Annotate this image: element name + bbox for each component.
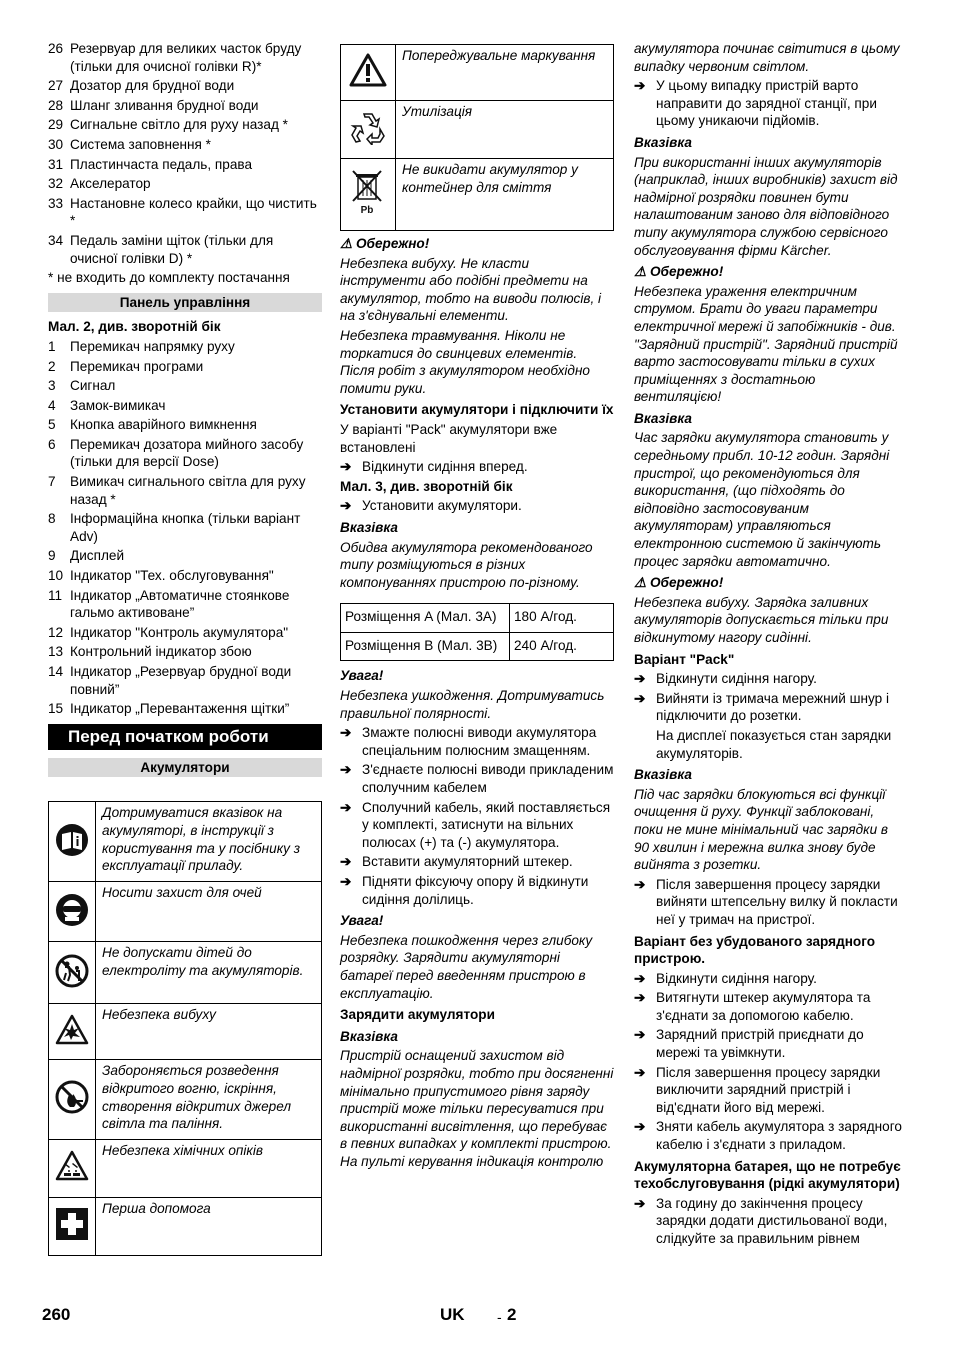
arrow-icon: ➔: [340, 854, 352, 870]
item-number: 11: [48, 587, 63, 603]
list-item: [48, 338, 322, 356]
step-text: Зарядний пристрій приєднати до мережі та увімкнути.: [656, 1027, 864, 1061]
symbol-text: Не викидати акумулятор у контейнер для сміття: [396, 159, 614, 231]
symbol-row: [341, 159, 614, 231]
list-item: [48, 175, 322, 193]
list-item: [48, 40, 322, 75]
step-text: Відкинути сидіння нагору.: [656, 671, 817, 687]
item-text: Індикатор "Тех. обслуговування": [70, 568, 274, 584]
table-row: [341, 632, 614, 661]
symbol-text: Дотримуватися вказівок на акумуляторі, в інструкції з користування та у посібнику з експлуатації приладу.: [96, 802, 322, 882]
no-charger-steps: [634, 970, 906, 1154]
item-text: Вимикач сигнального світла для руху назад *: [70, 474, 306, 507]
step-text: Підняти фіксуючу опору й відкинути сидіння долілиць.: [362, 874, 589, 907]
instruction-step: ➔ За годину до закінчення процесу зарядки додати дистильованої води, слідкуйте за правильним рівнем: [634, 1195, 888, 1246]
footnote: * не входить до комплекту постачання: [48, 270, 290, 286]
list-item: [48, 232, 322, 267]
control-panel-list: [48, 338, 322, 718]
list-item: [48, 136, 322, 154]
item-text: Дисплей: [70, 548, 125, 564]
item-text: Індикатор „Автоматичне стоянкове гальмо активоване”: [70, 587, 290, 621]
item-text: Контрольний індикатор збою: [70, 644, 252, 660]
instruction-step: [634, 989, 906, 1024]
symbol-row: [341, 45, 614, 101]
item-number: 4: [48, 397, 56, 413]
symbol-text: Не допускати дітей до електроліту та акумуляторів.: [96, 942, 322, 1004]
item-text: Перемикач напрямку руху: [70, 338, 235, 354]
list-item: [48, 377, 322, 395]
symbol-row: [49, 1139, 322, 1197]
no-charger-heading: Варіант без убудованого зарядного пристрою.: [634, 933, 876, 967]
panel-figure-ref: Мал. 2, див. зворотній бік: [48, 319, 221, 335]
table-cell: Розміщення A (Мал. 3A): [341, 604, 510, 633]
warning-text: Небезпека ураження електричним струмом. Брати до уваги параметри електричної мережі й запобіжників - див. "Зарядний пристрій". Зарядний пристрій варто застосовувати тільки в сухих приміщеннях з достатньою вентиляцією!: [634, 283, 898, 405]
arrow-icon: ➔: [634, 690, 646, 706]
instruction-step: [340, 761, 614, 796]
item-number: 34: [48, 232, 64, 248]
list-item: [48, 567, 322, 585]
recycling-icon: [349, 109, 387, 145]
table-cell: 180 А/год.: [510, 604, 614, 633]
item-number: 15: [48, 701, 64, 717]
caution-label: Увага!: [340, 668, 384, 684]
arrow-icon: ➔: [340, 799, 352, 815]
table-row: [341, 604, 614, 633]
symbol-row: [49, 942, 322, 1004]
warning-label: ⚠ Обережно!: [634, 264, 724, 280]
arrow-icon: ➔: [634, 1027, 646, 1043]
note-text: Пристрій оснащений захистом від надмірної розрядки, тобто при досягненні мінімально припустимого рівня заряду пристрій може тільки пересуватися при використанні висвітлення, що перебуває в певних випадках у комплекті пристрою. На пульті керування індикація контролю: [340, 1048, 614, 1169]
battery-heading: Акумулятори: [48, 758, 322, 778]
item-text: Пластинчаста педаль, права: [70, 156, 253, 172]
arrow-icon: ➔: [634, 671, 646, 687]
list-item: [48, 624, 322, 642]
arrow-icon: ➔: [634, 876, 646, 892]
item-number: 27: [48, 78, 64, 94]
symbol-row: [49, 1197, 322, 1255]
instruction-step: [340, 853, 614, 871]
note-label: Вказівка: [634, 767, 692, 783]
item-text: Сигнал: [70, 378, 116, 394]
instruction-step: [634, 1118, 906, 1153]
warning-triangle-icon: ⚠: [340, 236, 353, 251]
symbol-text: Носити захист для очей: [96, 882, 322, 942]
arrow-icon: ➔: [340, 874, 352, 889]
instruction-step: ➔ Установити акумулятори.: [340, 498, 522, 514]
instruction-step: [340, 873, 614, 908]
list-item: [48, 587, 322, 622]
symbol-row: [341, 101, 614, 159]
symbol-text: Утилізація: [396, 101, 614, 159]
table-cell: 240 А/год.: [510, 632, 614, 661]
item-text: Акселератор: [70, 176, 151, 192]
first-aid-icon: [55, 1207, 89, 1241]
instruction-step: [634, 1026, 906, 1061]
note-text: При використанні інших акумуляторів (наприклад, інших виробників) захист від надмірної розрядки повинен бути налаштованим заново для відповідного типу акумулятора службою сервісного обслуговування фірми Kärcher.: [634, 154, 898, 258]
charge-heading: Зарядити акумулятори: [340, 1007, 495, 1023]
item-number: 6: [48, 436, 56, 452]
arrow-icon: ➔: [634, 1195, 646, 1211]
list-item: [48, 547, 322, 565]
list-item: [48, 397, 322, 415]
step-text: З'єднаєте полюсні виводи прикладеним сполучним кабелем: [362, 762, 614, 796]
note-label: Вказівка: [634, 410, 692, 426]
item-number: 8: [48, 511, 56, 527]
instruction-step: ➔ Після завершення процесу зарядки вийняти штепсельну вилку й покласти неї у тримач на пристрої.: [634, 876, 898, 927]
item-number: 28: [48, 97, 64, 113]
item-number: 32: [48, 176, 64, 192]
list-item: [48, 663, 322, 698]
step-text: Після завершення процесу зарядки виключити зарядний пристрій і від'єднати його від мережі.: [656, 1064, 881, 1115]
instruction-step: [634, 970, 906, 988]
instruction-step: [340, 724, 614, 759]
manual-icon: [55, 823, 89, 857]
symbol-row: [49, 1004, 322, 1060]
caution-text: Небезпека ушкодження. Дотримуватись правильної полярності.: [340, 688, 605, 721]
step-text: Сполучний кабель, який поставляється у комплекті, затиснути на вільних полюсах (+) та (-) акумулятора.: [362, 799, 611, 850]
item-text: Перемикач програми: [70, 358, 204, 374]
install-heading: Установити акумулятори і підключити їх: [340, 402, 614, 418]
list-item: [48, 97, 322, 115]
item-text: Резервуар для великих часток бруду (тільки для очисної голівки R)*: [70, 41, 302, 74]
note-text: Час зарядки акумулятора становить у середньому прибл. 10-12 годин. Зарядні пристрої, що рекомендуються для використання, (що підходять до відповідно застосовуваним акумуляторам) управляються електронною системою й закінчують процес зарядки автоматично.: [634, 430, 890, 569]
column-3: [634, 40, 906, 1250]
item-text: Система заповнення *: [70, 136, 211, 152]
section-number: 2: [507, 1305, 517, 1324]
step-text: Змажте полюсні виводи акумулятора спеціальним полюсним змащенням.: [362, 725, 597, 758]
arrow-icon: ➔: [634, 990, 646, 1006]
symbol-row: [49, 882, 322, 942]
warning-triangle-icon: ⚠: [634, 264, 647, 280]
item-text: Сигнальне світло для руху назад *: [70, 117, 288, 133]
table-cell: Розміщення B (Мал. 3B): [341, 632, 510, 661]
instruction-step: [634, 1064, 906, 1117]
item-number: 30: [48, 136, 64, 152]
list-item: [48, 116, 322, 134]
item-text: Перемикач дозатора мийного засобу (тільки для версії Dose): [70, 436, 304, 470]
list-item: [48, 510, 322, 545]
list-item: [48, 358, 322, 376]
eye-protection-icon: [55, 893, 89, 927]
symbol-row: [49, 802, 322, 882]
item-number: 31: [48, 156, 64, 172]
item-text: Шланг зливання брудної води: [70, 97, 259, 113]
symbol-text: Забороняється розведення відкритого вогню, іскріння, створення відкритих джерел світла та паління.: [96, 1060, 322, 1139]
instruction-step: [634, 670, 906, 688]
arrow-icon: ➔: [340, 725, 352, 741]
parts-list: [48, 40, 322, 267]
no-children-icon: [55, 954, 89, 988]
item-text: Інформаційна кнопка (тільки варіант Adv): [70, 511, 301, 544]
panel-heading: Панель управління: [48, 293, 322, 313]
disposal-symbols-table: [340, 44, 614, 231]
battery-symbols-table: [48, 801, 322, 1255]
connect-steps: [340, 724, 614, 908]
instruction-step: [634, 690, 906, 725]
list-item: [48, 436, 322, 471]
item-text: Індикатор "Контроль акумулятора": [70, 624, 289, 640]
step-text: Витягнути штекер акумулятора та з'єднати за допомогою кабелю.: [656, 990, 871, 1023]
pack-steps: [634, 670, 906, 725]
arrow-icon: ➔: [340, 498, 352, 514]
item-number: 12: [48, 624, 64, 640]
note-text: Під час зарядки блокуються всі функції очищення й руху. Функції заблоковані, поки не мине мінімальний час зарядки в 90 хвилин і мережна вилка знову буде вийнята з розетки.: [634, 786, 888, 873]
arrow-icon: ➔: [634, 1119, 646, 1135]
arrow-icon: ➔: [634, 1064, 646, 1080]
symbol-text: Попереджувальне маркування: [396, 45, 614, 101]
explosion-hazard-icon: [55, 1013, 89, 1047]
item-text: Індикатор „Перевантаження щітки”: [70, 701, 290, 717]
list-item: [48, 643, 322, 661]
list-item: [48, 77, 322, 95]
item-number: 13: [48, 644, 64, 660]
item-number: 33: [48, 195, 64, 211]
note-label: Вказівка: [340, 519, 398, 535]
list-item: [48, 473, 322, 508]
arrow-icon: ➔: [634, 970, 646, 986]
item-number: 26: [48, 41, 64, 56]
bin-icon-label: Pb: [360, 205, 374, 216]
chemical-burn-icon: [55, 1149, 89, 1183]
instruction-step: ➔ У цьому випадку пристрій варто направити до зарядної станції, при цьому уникаючи підйомів.: [634, 78, 877, 129]
item-number: 5: [48, 417, 56, 433]
list-item: [48, 700, 322, 718]
warning-sign-icon: [349, 53, 387, 87]
step-text: Вставити акумуляторний штекер.: [362, 854, 573, 870]
column-1: [48, 40, 322, 1256]
symbol-text: Перша допомога: [96, 1197, 322, 1255]
warning-text: Небезпека травмування. Ніколи не торкатися до свинцевих елементів. Після робіт з акумулятором необхідно помити руки.: [340, 327, 590, 396]
warning-label: ⚠ Обережно!: [340, 236, 430, 251]
symbol-text: Небезпека вибуху: [96, 1004, 322, 1060]
continued-text: акумулятора починає світитися в цьому випадку червоним світлом.: [634, 41, 900, 74]
note-label: Вказівка: [634, 134, 692, 150]
maintenance-free-heading: Акумуляторна батарея, що не потребує техобслуговування (рідкі акумулятори): [634, 1158, 901, 1192]
no-fire-icon: [55, 1080, 89, 1114]
item-text: Педаль заміни щіток (тільки для очисної голівки D) *: [70, 232, 274, 266]
section-title: Перед початком роботи: [48, 724, 322, 750]
instruction-step: [340, 799, 614, 852]
warning-label: ⚠ Обережно!: [634, 575, 724, 591]
list-item: [48, 195, 322, 230]
install-figure-ref: Мал. 3, див. зворотній бік: [340, 478, 513, 494]
caution-text: Небезпека пошкодження через глибоку розрядку. Зарядити акумуляторні батареї перед введенням пристрою в експлуатацію.: [340, 932, 593, 1001]
list-item: [48, 416, 322, 434]
item-number: 29: [48, 117, 64, 133]
item-number: 3: [48, 378, 56, 394]
item-number: 7: [48, 474, 56, 490]
pack-heading: Варіант "Pack": [634, 651, 735, 667]
warning-triangle-icon: ⚠: [634, 575, 647, 591]
item-number: 10: [48, 568, 64, 584]
item-number: 14: [48, 664, 64, 679]
note-text: Обидва акумулятора рекомендованого типу розміщуються в різних компонуваннях пристрою по-різному.: [340, 539, 593, 590]
language-code: UK: [440, 1305, 465, 1324]
page-number: 260: [42, 1305, 71, 1324]
item-number: 1: [48, 338, 56, 354]
arrow-icon: ➔: [634, 78, 646, 94]
footer-separator: -: [497, 1309, 502, 1325]
item-text: Настановне колесо крайки, що чистить *: [70, 195, 317, 229]
instruction-step: ➔ Відкинути сидіння вперед.: [340, 459, 528, 475]
list-item: [48, 156, 322, 174]
symbol-row: [49, 1060, 322, 1139]
warning-text: Небезпека вибуху. Зарядка заливних акумуляторів допускається тільки при відкинутому нагору сидінні.: [634, 594, 889, 645]
arrow-icon: ➔: [340, 459, 352, 475]
symbol-text: Небезпека хімічних опіків: [96, 1139, 322, 1197]
item-text: Кнопка аварійного вимкнення: [70, 417, 257, 433]
step-text: Відкинути сидіння нагору.: [656, 970, 817, 986]
item-number: 2: [48, 358, 56, 374]
battery-placement-table: [340, 603, 614, 661]
caution-label: Увага!: [340, 913, 384, 929]
step-text: Вийняти із тримача мережний шнур і підключити до розетки.: [656, 690, 890, 724]
crossed-bin-icon: [349, 169, 387, 215]
item-text: Замок-вимикач: [70, 397, 166, 413]
install-text: У варіанті "Pack" акумулятори вже встановлені: [340, 421, 558, 455]
pack-subtext: На дисплеї показується стан зарядки акумуляторів.: [656, 727, 892, 761]
column-2: [340, 44, 614, 1173]
item-text: Індикатор „Резервуар брудної води повний”: [70, 664, 292, 697]
warning-text: Небезпека вибуху. Не класти інструменти або подібні предмети на акумулятор, тобто на виводи полюсів, і на з'єднувальні елементи.: [340, 255, 602, 324]
note-label: Вказівка: [340, 1028, 398, 1044]
item-text: Дозатор для брудної води: [70, 78, 235, 94]
step-text: Зняти кабель акумулятора з зарядного кабелю і з'єднати з приладом.: [656, 1119, 902, 1153]
arrow-icon: ➔: [340, 762, 352, 778]
item-number: 9: [48, 548, 56, 564]
